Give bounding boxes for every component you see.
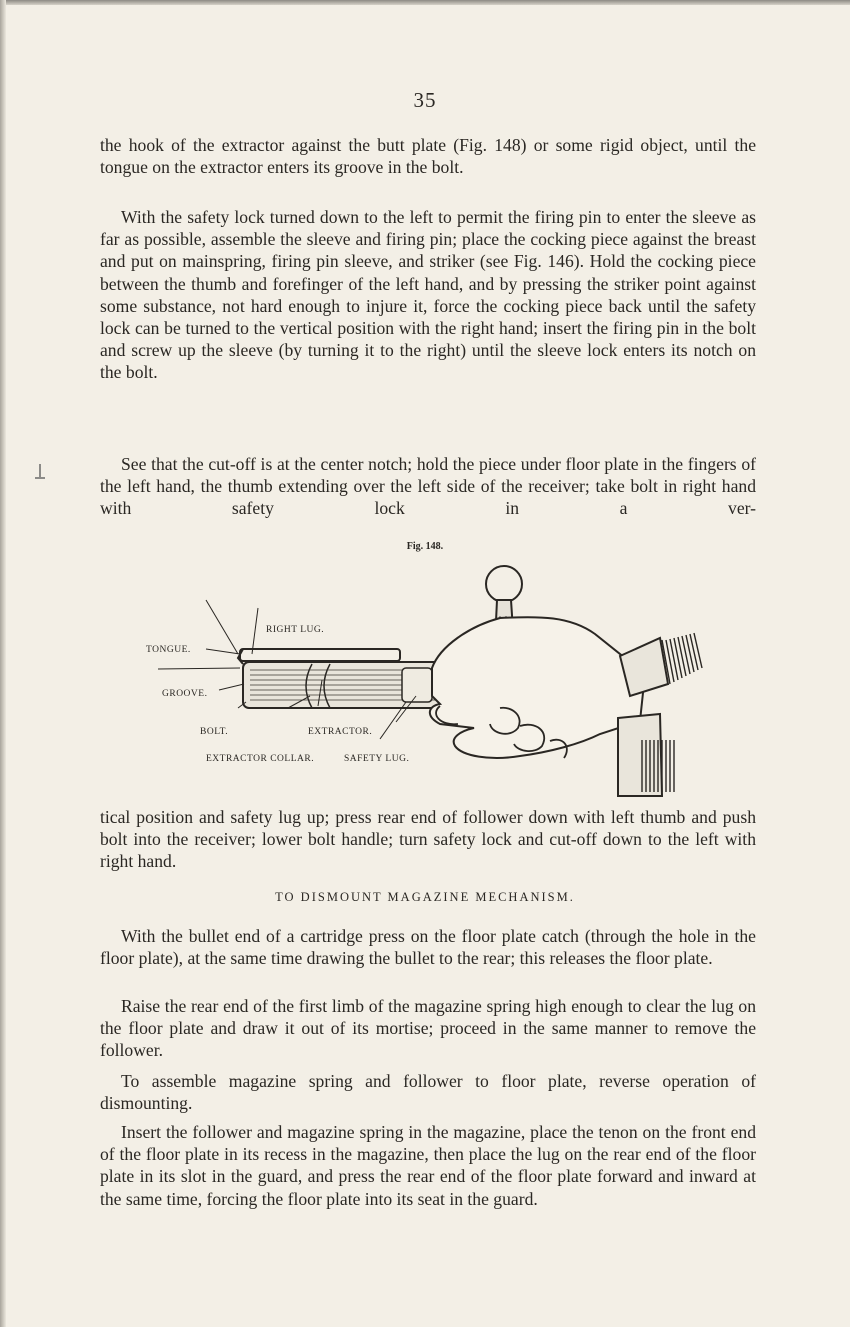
paragraph-2: With the safety lock turned down to the left to permit the firing pin to enter the sleeve as far as possible, assemble the sleeve and firing pin; place the cocking piece against the breast and put on mainspring, firing pin sleeve, and striker (see Fig. 146). Hold the cocking piece between the thumb and forefinger of the left hand, and by pressing the striker point against some substance, not hard enough to injure it, force the cocking piece back until the safety lock can be turned to the vertical position with the right hand; insert the firing pin in the bolt and screw up the sleeve (by turning it to the right) until the sleeve lock enters its notch on the bolt.	[100, 207, 756, 383]
section-heading: TO DISMOUNT MAGAZINE MECHANISM.	[275, 890, 575, 904]
label-extractor: EXTRACTOR.	[308, 727, 373, 737]
section-paragraph-3: To assemble magazine spring and follower to floor plate, reverse operation of dismounting.	[100, 1071, 756, 1114]
label-bolt: BOLT.	[200, 727, 229, 737]
label-groove: GROOVE.	[162, 689, 208, 699]
section-paragraph-2: Raise the rear end of the first limb of the magazine spring high enough to clear the lug on the floor plate and draw it out of its mortise; proceed in the same manner to remove the follower.	[100, 996, 756, 1061]
paragraph-3: See that the cut-off is at the center notch; hold the piece under floor plate in the fingers of the left hand, the thumb extending over the left side of the receiver; take bolt in right hand with safety lock in a ver-	[100, 454, 756, 519]
paragraph-1: the hook of the extractor against the butt plate (Fig. 148) or some rigid object, until the tongue on the extractor enters its groove in the bolt.	[100, 135, 756, 178]
page-top-edge	[0, 0, 850, 5]
margin-mark-icon	[33, 463, 47, 483]
label-extractor-collar: EXTRACTOR COLLAR.	[206, 754, 315, 764]
label-right-lug: RIGHT LUG.	[266, 625, 325, 635]
page-number: 35	[413, 88, 437, 112]
page-left-edge	[0, 0, 6, 1327]
figure-caption: Fig. 148.	[406, 541, 444, 552]
figure-148	[140, 556, 720, 806]
section-paragraph-4: Insert the follower and magazine spring in the magazine, place the tenon on the front end of the floor plate in its recess in the magazine, then place the lug on the rear end of the floor plate in its slot in the guard, and press the rear end of the floor plate forward and inward at the same time, forcing the floor plate into its seat in the guard.	[100, 1122, 756, 1209]
section-paragraph-1: With the bullet end of a cartridge press on the floor plate catch (through the hole in the floor plate), at the same time drawing the bullet to the rear; this releases the floor plate.	[100, 926, 756, 969]
label-tongue: TONGUE.	[146, 645, 191, 655]
paragraph-continued: tical position and safety lug up; press rear end of follower down with left thumb and push bolt into the receiver; lower bolt handle; turn safety lock and cut-off down to the left with right hand.	[100, 807, 756, 872]
bolt-in-hand-illustration	[140, 556, 720, 806]
label-safety-lug: SAFETY LUG.	[344, 754, 410, 764]
